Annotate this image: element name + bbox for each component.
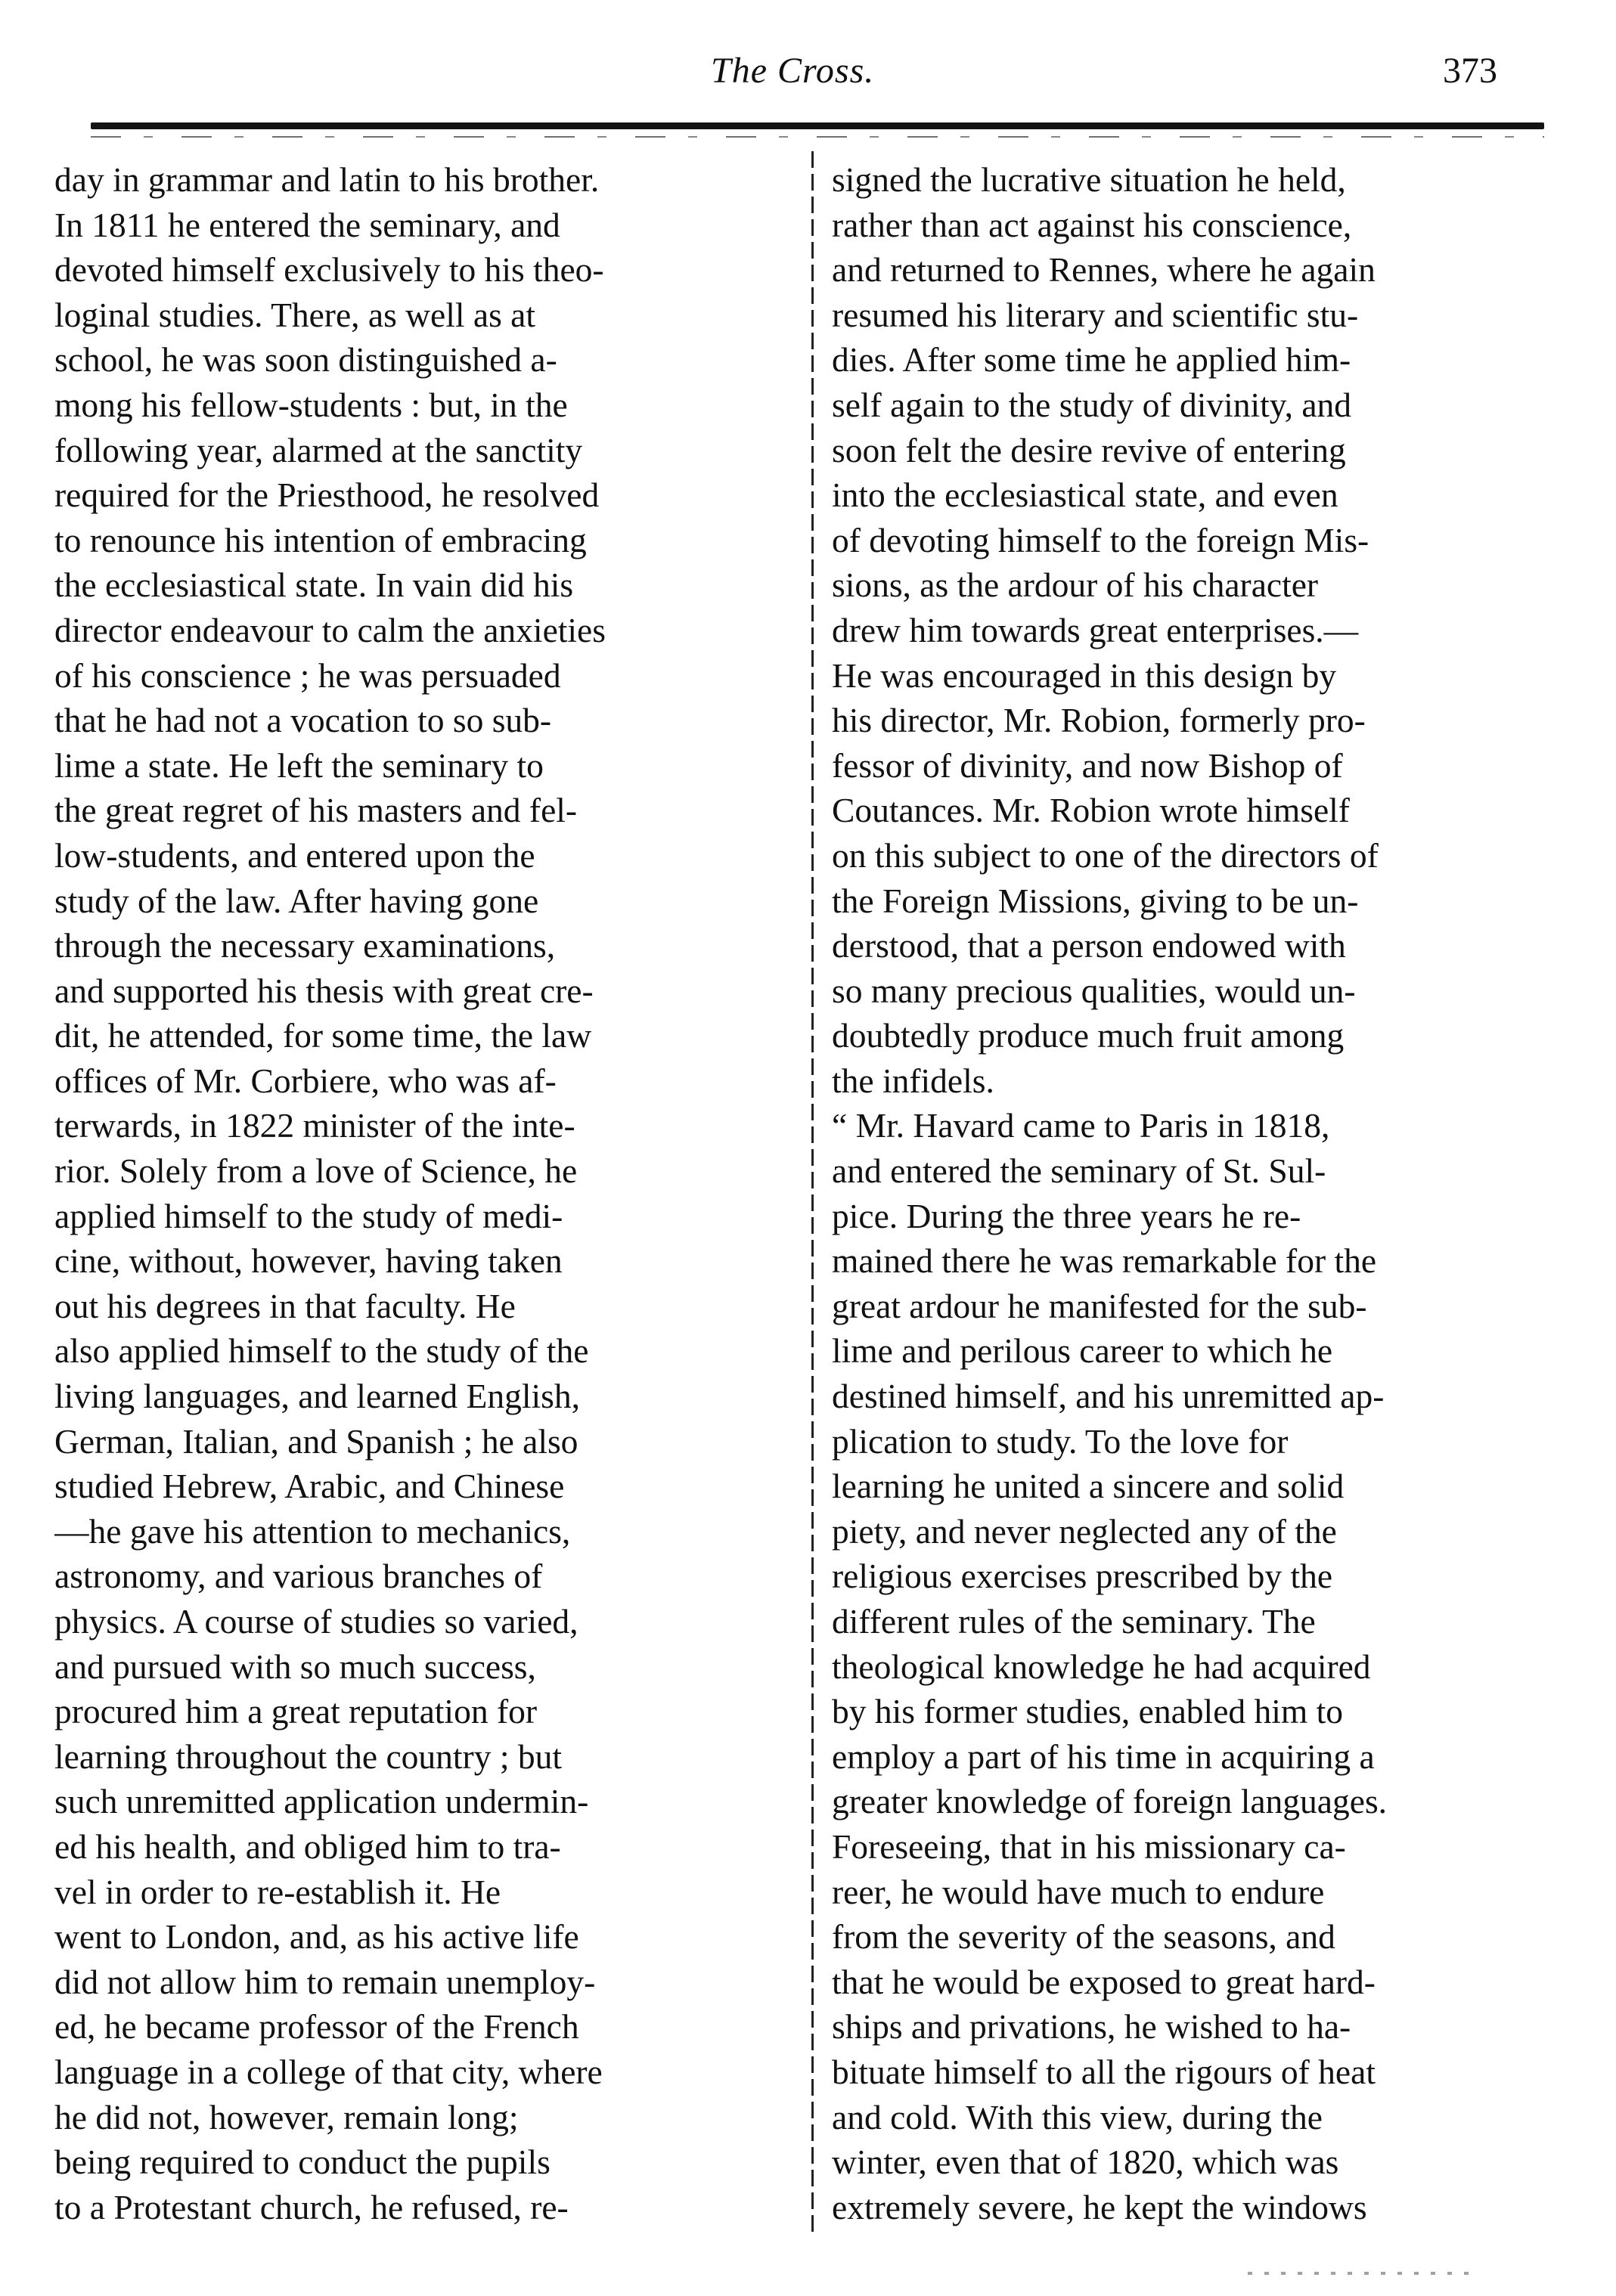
right-column-line: lime and perilous career to which he <box>832 1331 1333 1371</box>
right-column-line: plication to study. To the love for <box>832 1421 1289 1461</box>
right-column-line: the Foreign Missions, giving to be un- <box>832 881 1359 920</box>
right-column-line: greater knowledge of foreign languages. <box>832 1782 1388 1821</box>
right-column-line: winter, even that of 1820, which was <box>832 2143 1339 2182</box>
right-column-line: resumed his literary and scientific stu- <box>832 295 1359 334</box>
header-rule <box>91 122 1544 129</box>
left-column-line: to renounce his intention of embracing <box>54 520 587 559</box>
right-column-line: rather than act against his conscience, <box>832 205 1352 244</box>
right-column-line: doubtedly produce much fruit among <box>832 1016 1345 1055</box>
right-column-line: so many precious qualities, would un- <box>832 971 1356 1010</box>
left-column-line: ed his health, and obliged him to tra- <box>54 1827 561 1866</box>
header-title: The Cross. <box>711 51 875 91</box>
right-column-line: bituate himself to all the rigours of heat <box>832 2052 1376 2091</box>
left-column-line: offices of Mr. Corbiere, who was af- <box>54 1061 557 1100</box>
right-column-line: piety, and never neglected any of the <box>832 1511 1337 1551</box>
right-column-line: destined himself, and his unremitted ap- <box>832 1377 1385 1416</box>
right-column-line: of devoting himself to the foreign Mis- <box>832 520 1369 559</box>
left-column-line: study of the law. After having gone <box>54 881 539 920</box>
right-column-line: fessor of divinity, and now Bishop of <box>832 745 1343 785</box>
left-column-line: mong his fellow-students : but, in the <box>54 385 568 424</box>
left-column-line: he did not, however, remain long; <box>54 2097 519 2136</box>
right-column-line: Foreseeing, that in his missionary ca- <box>832 1827 1346 1866</box>
left-column-line: the great regret of his masters and fel- <box>54 791 578 830</box>
left-column-line: —he gave his attention to mechanics, <box>54 1511 571 1551</box>
page-number: 373 <box>1443 51 1497 91</box>
right-column-line: Coutances. Mr. Robion wrote himself <box>832 791 1350 830</box>
right-column-line: mained there he was remarkable for the <box>832 1241 1377 1281</box>
left-column-line: terwards, in 1822 minister of the inte- <box>54 1106 575 1145</box>
right-column-line: and entered the seminary of St. Sul- <box>832 1151 1326 1191</box>
page-specks <box>1248 2272 1475 2275</box>
left-column-line: studied Hebrew, Arabic, and Chinese <box>54 1467 565 1506</box>
right-column-line: self again to the study of divinity, and <box>832 385 1352 424</box>
left-column-line: physics. A course of studies so varied, <box>54 1602 578 1641</box>
left-column-line: German, Italian, and Spanish ; he also <box>54 1421 578 1461</box>
left-column-line: learning throughout the country ; but <box>54 1737 562 1776</box>
left-column-line: applied himself to the study of medi- <box>54 1196 563 1235</box>
right-column-line: pice. During the three years he re- <box>832 1196 1301 1235</box>
right-column-line: on this subject to one of the directors of <box>832 835 1379 875</box>
running-head <box>0 50 1616 110</box>
right-column-line: dies. After some time he applied him- <box>832 340 1351 380</box>
right-column-line: great ardour he manifested for the sub- <box>832 1286 1367 1325</box>
right-column-line: He was encouraged in this design by <box>832 655 1337 695</box>
right-column-line: drew him towards great enterprises.— <box>832 610 1359 649</box>
left-column-line: cine, without, however, having taken <box>54 1241 563 1281</box>
right-column-line: ships and privations, he wished to ha- <box>832 2007 1351 2047</box>
left-column <box>54 157 814 2229</box>
right-column-line: employ a part of his time in acquiring a <box>832 1737 1375 1776</box>
left-column-line: also applied himself to the study of the <box>54 1331 589 1371</box>
right-column-line: into the ecclesiastical state, and even <box>832 476 1338 515</box>
left-column-line: of his conscience ; he was persuaded <box>54 655 561 695</box>
right-column-line: by his former studies, enabled him to <box>832 1692 1344 1731</box>
left-column-line: ed, he became professor of the French <box>54 2007 579 2047</box>
right-column-line: soon felt the desire revive of entering <box>832 430 1346 469</box>
right-column-line: the infidels. <box>832 1061 994 1100</box>
left-column-line: In 1811 he entered the seminary, and <box>54 205 560 244</box>
left-column-line: devoted himself exclusively to his theo- <box>54 250 604 290</box>
right-column-line: extremely severe, he kept the windows <box>832 2187 1367 2226</box>
left-column-line: astronomy, and various branches of <box>54 1557 543 1596</box>
right-column-line: and returned to Rennes, where he again <box>832 250 1376 290</box>
left-column-line: required for the Priesthood, he resolved <box>54 476 600 515</box>
left-column-line: living languages, and learned English, <box>54 1377 580 1416</box>
left-column-line: following year, alarmed at the sanctity <box>54 430 583 469</box>
left-column-line: such unremitted application undermin- <box>54 1782 589 1821</box>
header-rule-thin <box>91 136 1544 138</box>
left-column-line: school, he was soon distinguished a- <box>54 340 557 380</box>
left-column-line: out his degrees in that faculty. He <box>54 1286 516 1325</box>
left-column-line: the ecclesiastical state. In vain did his <box>54 565 574 605</box>
right-column-line: reer, he would have much to endure <box>832 1872 1325 1911</box>
left-column-line: being required to conduct the pupils <box>54 2143 551 2182</box>
right-column-line: that he would be exposed to great hard- <box>832 1962 1376 2001</box>
left-column-line: to a Protestant church, he refused, re- <box>54 2187 569 2226</box>
left-column-line: low-students, and entered upon the <box>54 835 535 875</box>
right-column-line: religious exercises prescribed by the <box>832 1557 1333 1596</box>
left-column-line: did not allow him to remain unemploy- <box>54 1962 596 2001</box>
right-column-line: from the severity of the seasons, and <box>832 1917 1335 1957</box>
left-column-line: and pursued with so much success, <box>54 1647 536 1686</box>
right-column-line: his director, Mr. Robion, formerly pro- <box>832 701 1366 740</box>
left-column-line: lime a state. He left the seminary to <box>54 745 544 785</box>
left-column-line: that he had not a vocation to so sub- <box>54 701 552 740</box>
right-column-line: “ Mr. Havard came to Paris in 1818, <box>832 1106 1330 1145</box>
left-column-line: dit, he attended, for some time, the law <box>54 1016 592 1055</box>
right-column <box>832 157 1558 2229</box>
right-column-line: learning he united a sincere and solid <box>832 1467 1345 1506</box>
left-column-line: procured him a great reputation for <box>54 1692 537 1731</box>
left-column-line: rior. Solely from a love of Science, he <box>54 1151 578 1191</box>
right-column-line: derstood, that a person endowed with <box>832 926 1346 965</box>
left-column-line: vel in order to re-establish it. He <box>54 1872 501 1911</box>
left-column-line: language in a college of that city, where <box>54 2052 603 2091</box>
column-divider <box>811 151 814 2234</box>
right-column-line: theological knowledge he had acquired <box>832 1647 1371 1686</box>
left-column-line: day in grammar and latin to his brother. <box>54 160 600 199</box>
right-column-line: different rules of the seminary. The <box>832 1602 1316 1641</box>
left-column-line: director endeavour to calm the anxieties <box>54 610 606 649</box>
left-column-line: loginal studies. There, as well as at <box>54 295 536 334</box>
left-column-line: and supported his thesis with great cre- <box>54 971 594 1010</box>
right-column-line: and cold. With this view, during the <box>832 2097 1323 2136</box>
left-column-line: went to London, and, as his active life <box>54 1917 579 1957</box>
right-column-line: signed the lucrative situation he held, <box>832 160 1346 199</box>
left-column-line: through the necessary examinations, <box>54 926 556 965</box>
right-column-line: sions, as the ardour of his character <box>832 565 1319 605</box>
